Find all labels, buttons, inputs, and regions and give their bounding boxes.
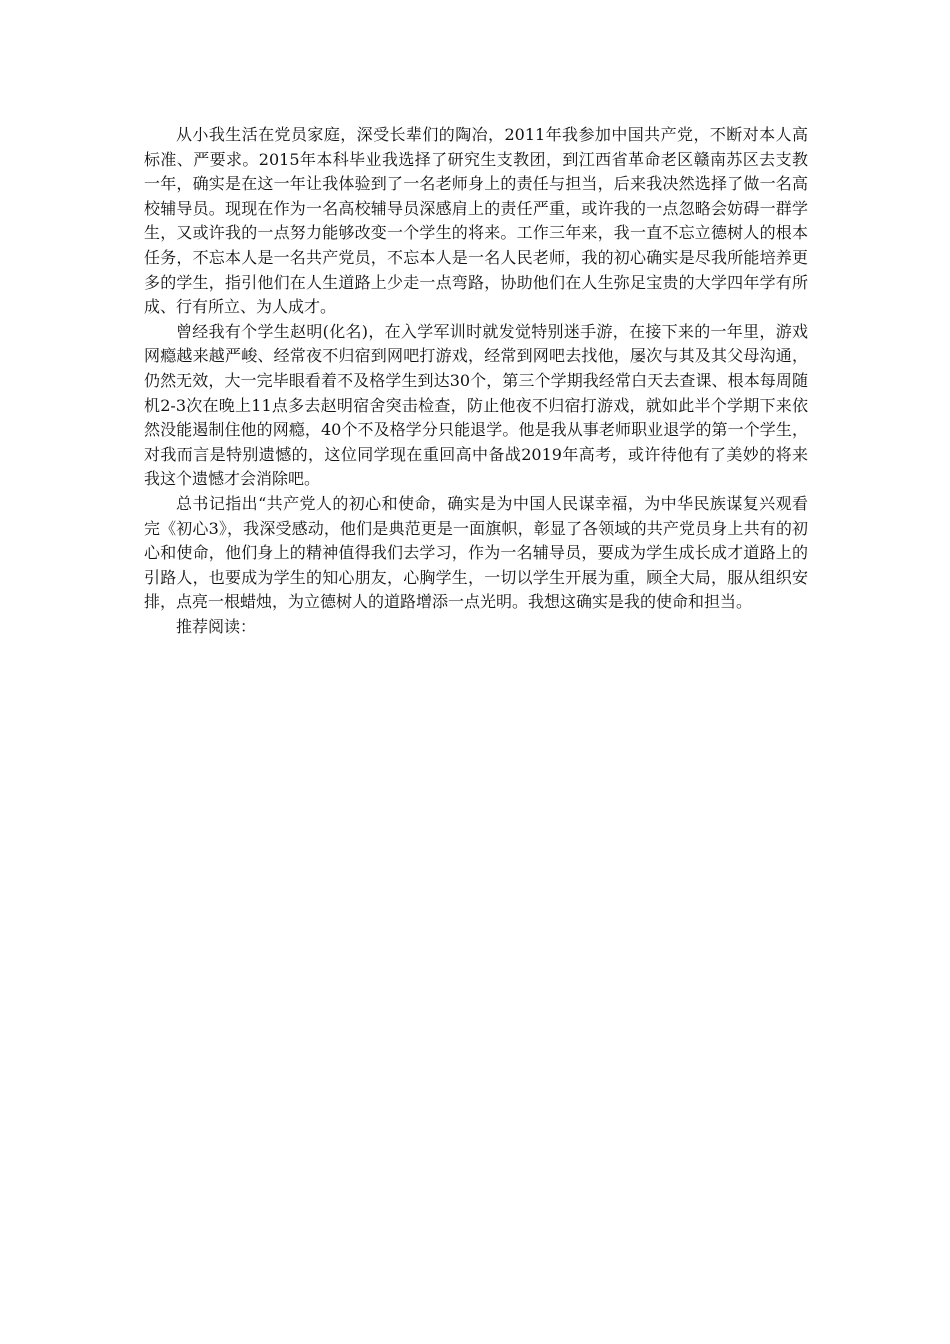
paragraph-1: 从小我生活在党员家庭，深受长辈们的陶冶，2011年我参加中国共产党，不断对本人高标准、严要求。2015年本科毕业我选择了研究生支教团，到江西省革命老区赣南苏区去支教一年，确实是在这一年让我体验到了一名老师身上的责任与担当，后来我决然选择了做一名高校辅导员。现现在作为一名高校辅导员深感肩上的责任严重，或许我的一点忽略会妨碍一群学生，又或许我的一点努力能够改变一个学生的将来。工作三年来，我一直不忘立德树人的根本任务，不忘本人是一名共产党员，不忘本人是一名人民老师，我的初心确实是尽我所能培养更多的学生，指引他们在人生道路上少走一点弯路，协助他们在人生弥足宝贵的大学四年学有所成、行有所立、为人成才。 bbox=[144, 125, 808, 317]
recommended-reading-label: 推荐阅读： bbox=[176, 616, 257, 636]
paragraph-2: 曾经我有个学生赵明(化名)，在入学军训时就发觉特别迷手游，在接下来的一年里，游戏网瘾越来越严峻、经常夜不归宿到网吧打游戏，经常到网吧去找他，屡次与其及其父母沟通，仍然无效，大一完毕眼看着不及格学生到达30个，第三个学期我经常白天去查课、根本每周随机2-3次在晚上11点多去赵明宿舍突击检查，防止他夜不归宿打游戏，就如此半个学期下来依然没能遏制住他的网瘾，40个不及格学分只能退学。他是我从事老师职业退学的第一个学生，对我而言是特别遗憾的，这位同学现在重回高中备战2019年高考，或许待他有了美妙的将来我这个遗憾才会消除吧。 bbox=[144, 321, 808, 489]
document-body bbox=[144, 123, 808, 639]
paragraph-3: 总书记指出“共产党人的初心和使命，确实是为中国人民谋幸福，为中华民族谋复兴观看完《初心3》，我深受感动，他们是典范更是一面旗帜，彰显了各领域的共产党员身上共有的初心和使命，他们身上的精神值得我们去学习，作为一名辅导员，要成为学生成长成才道路上的引路人，也要成为学生的知心朋友，心胸学生，一切以学生开展为重，顾全大局，服从组织安排，点亮一根蜡烛，为立德树人的道路增添一点光明。我想这确实是我的使命和担当。 bbox=[144, 493, 808, 612]
